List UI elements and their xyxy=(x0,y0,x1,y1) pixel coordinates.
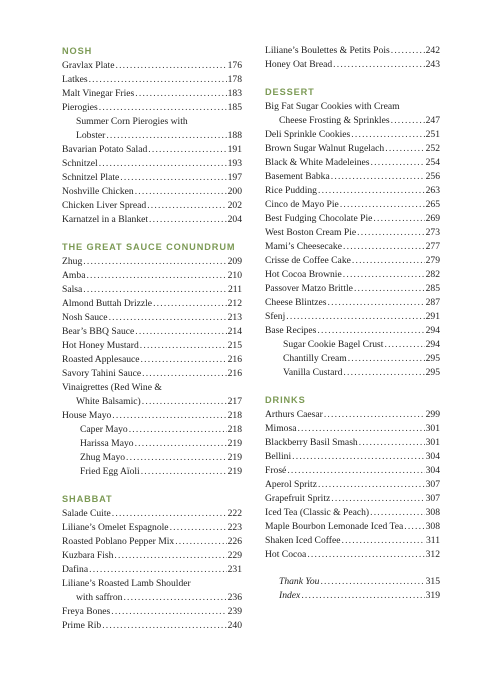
toc-entry: Arthurs Caesar ..... 299 xyxy=(265,408,440,422)
toc-entry: Black & White Madeleines ..... 254 xyxy=(265,156,440,170)
toc-entry: Rice Pudding ..... 263 xyxy=(265,184,440,198)
toc-entry: Prime Rib ..... 240 xyxy=(62,619,242,633)
toc-entry: Bellini ..... 304 xyxy=(265,450,440,464)
toc-entry: Karnatzel in a Blanket ..... 204 xyxy=(62,213,242,227)
section-title-nosh: NOSH xyxy=(62,46,93,56)
toc-subentry: Harissa Mayo ..... 219 xyxy=(62,437,242,451)
toc-entry: Liliane’s Boulettes & Petits Pois ..... 242 xyxy=(265,44,440,58)
toc-subentry: Sugar Cookie Bagel Crust ..... 294 xyxy=(265,338,440,352)
toc-entry: Mami’s Cheesecake ..... 277 xyxy=(265,240,440,254)
toc-entry: Hot Cocoa ..... 312 xyxy=(265,548,440,562)
section-title-sauce: THE GREAT SAUCE CONUNDRUM xyxy=(62,242,236,252)
toc-entry: Gravlax Plate ..... 176 xyxy=(62,59,242,73)
toc-entry: Shaken Iced Coffee ..... 311 xyxy=(265,534,440,548)
toc-entry: Big Fat Sugar Cookies with Cream Cheese Frosting & Sprinkles ..... 247 xyxy=(265,100,440,128)
toc-entry: Mimosa ..... 301 xyxy=(265,422,440,436)
toc-right-column xyxy=(265,44,440,603)
toc-entry: Schnitzel ..... 193 xyxy=(62,157,242,171)
toc-entry: West Boston Cream Pie ..... 273 xyxy=(265,226,440,240)
toc-subentry: Caper Mayo ..... 218 xyxy=(62,423,242,437)
section-title-drinks: DRINKS xyxy=(265,395,306,405)
toc-entry: Latkes ..... 178 xyxy=(62,73,242,87)
toc-entry: Schnitzel Plate ..... 197 xyxy=(62,171,242,185)
toc-entry: Malt Vinegar Fries ..... 183 xyxy=(62,87,242,101)
toc-entry: Noshville Chicken ..... 200 xyxy=(62,185,242,199)
toc-entry: Cheese Blintzes ..... 287 xyxy=(265,296,440,310)
toc-entry: Iced Tea (Classic & Peach) ..... 308 xyxy=(265,506,440,520)
toc-entry: Maple Bourbon Lemonade Iced Tea ..... 308 xyxy=(265,520,440,534)
toc-entry: Almond Buttah Drizzle ..... 212 xyxy=(62,297,242,311)
toc-entry: Roasted Poblano Pepper Mix ..... 226 xyxy=(62,535,242,549)
toc-entry: Hot Cocoa Brownie ..... 282 xyxy=(265,268,440,282)
toc-entry: Summer Corn Pierogies with Lobster ..... 188 xyxy=(62,115,242,143)
toc-entry: Hot Honey Mustard ..... 215 xyxy=(62,339,242,353)
toc-entry: Salsa ..... 211 xyxy=(62,283,242,297)
section-title-dessert: DESSERT xyxy=(265,87,315,97)
toc-entry: Amba ..... 210 xyxy=(62,269,242,283)
toc-subentry: Zhug Mayo ..... 219 xyxy=(62,451,242,465)
toc-entry: Crisse de Coffee Cake ..... 279 xyxy=(265,254,440,268)
toc-entry: Savory Tahini Sauce ..... 216 xyxy=(62,367,242,381)
toc-entry: Salade Cuite ..... 222 xyxy=(62,507,242,521)
toc-entry-index: Index ..... 319 xyxy=(265,589,440,603)
section-title-shabbat: SHABBAT xyxy=(62,494,113,504)
toc-entry: Aperol Spritz ..... 307 xyxy=(265,478,440,492)
toc-entry: Bavarian Potato Salad ..... 191 xyxy=(62,143,242,157)
toc-entry: Best Fudging Chocolate Pie ..... 269 xyxy=(265,212,440,226)
toc-entry: Chicken Liver Spread ..... 202 xyxy=(62,199,242,213)
toc-entry: Blackberry Basil Smash ..... 301 xyxy=(265,436,440,450)
toc-entry: Liliane’s Omelet Espagnole ..... 223 xyxy=(62,521,242,535)
toc-entry: Passover Matzo Brittle ..... 285 xyxy=(265,282,440,296)
toc-entry: Freya Bones ..... 239 xyxy=(62,605,242,619)
toc-entry: Vinaigrettes (Red Wine & White Balsamic) ..... 217 xyxy=(62,381,242,409)
toc-entry: Dafina ..... 231 xyxy=(62,563,242,577)
toc-entry: Basement Babka ..... 256 xyxy=(265,170,440,184)
toc-subentry: Vanilla Custard ..... 295 xyxy=(265,366,440,380)
toc-subentry: Chantilly Cream ..... 295 xyxy=(265,352,440,366)
toc-entry: Nosh Sauce ..... 213 xyxy=(62,311,242,325)
toc-subentry: Fried Egg Aïoli ..... 219 xyxy=(62,465,242,479)
toc-entry: Frosé ..... 304 xyxy=(265,464,440,478)
toc-entry: Base Recipes ..... 294 xyxy=(265,324,440,338)
toc-entry: Kuzbara Fish ..... 229 xyxy=(62,549,242,563)
toc-entry: Deli Sprinkle Cookies ..... 251 xyxy=(265,128,440,142)
toc-entry: Zhug ..... 209 xyxy=(62,255,242,269)
toc-entry: Brown Sugar Walnut Rugelach ..... 252 xyxy=(265,142,440,156)
toc-entry: Sfenj ..... 291 xyxy=(265,310,440,324)
toc-entry: Roasted Applesauce ..... 216 xyxy=(62,353,242,367)
toc-entry: House Mayo ..... 218 xyxy=(62,409,242,423)
toc-entry: Grapefruit Spritz ..... 307 xyxy=(265,492,440,506)
toc-entry: Bear’s BBQ Sauce ..... 214 xyxy=(62,325,242,339)
toc-entry: Honey Oat Bread ..... 243 xyxy=(265,58,440,72)
toc-entry: Pierogies ..... 185 xyxy=(62,101,242,115)
toc-entry: Liliane’s Roasted Lamb Shoulder with saffron ..... 236 xyxy=(62,577,242,605)
toc-left-column xyxy=(62,44,242,633)
toc-entry: Cinco de Mayo Pie ..... 265 xyxy=(265,198,440,212)
toc-entry-thank-you: Thank You ..... 315 xyxy=(265,575,440,589)
